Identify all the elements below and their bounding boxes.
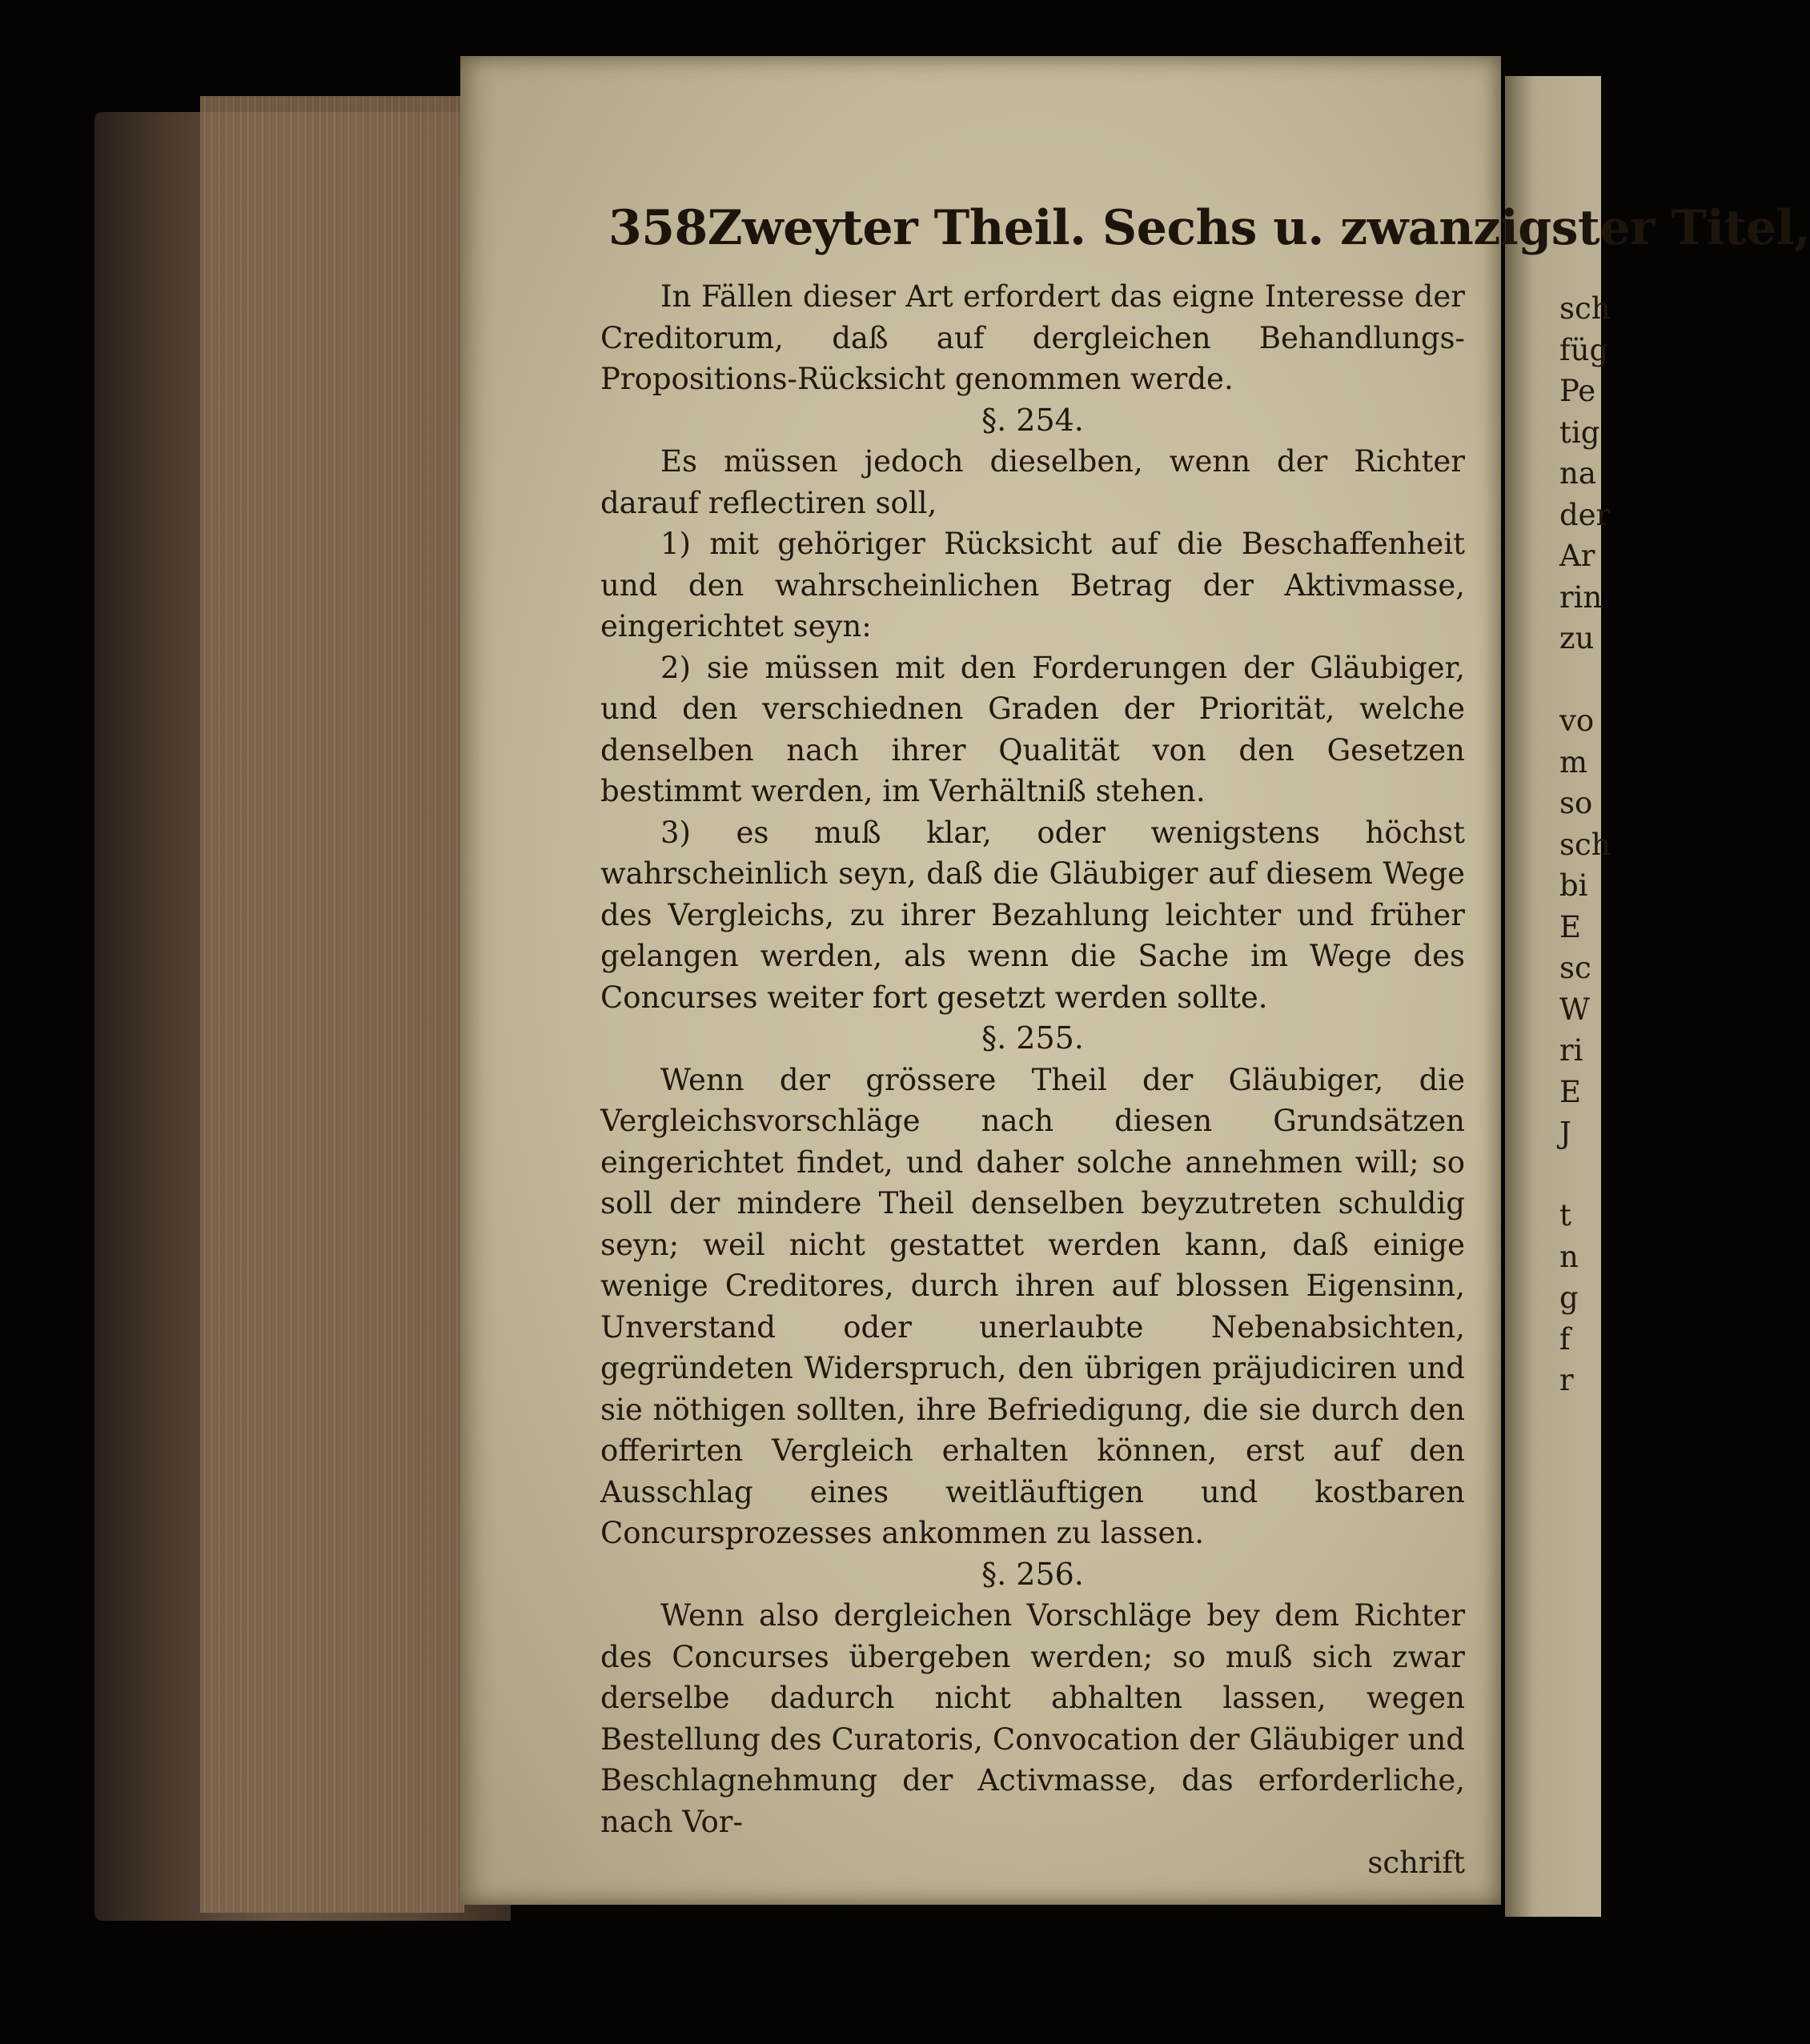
facing-page-fragment: vo: [1559, 703, 1595, 738]
list-item-3: 3) es muß klar, oder wenigstens höchst wahrscheinlich seyn, daß die Gläubiger auf diesem Wege des Vergleichs, zu ihrer Bezahlung leichter und früher gelangen werden, als wenn die Sache im Wege des Concurses weiter fort gesetzt werden sollte.: [600, 815, 1465, 1015]
facing-page-fragment: [1559, 659, 1601, 701]
paragraph-intro: In Fällen dieser Art erfordert das eigne Interesse der Creditorum, daß auf dergleichen Behandlungs-Propositions-Rücksicht genommen werde.: [600, 279, 1465, 396]
facing-page-fragment: rin: [1559, 579, 1603, 615]
paragraph-254: Es müssen jedoch dieselben, wenn der Richter darauf reflectiren soll,: [600, 444, 1465, 520]
facing-page-fragment: W: [1559, 992, 1591, 1027]
page-body: [600, 276, 1465, 1884]
catchword: schrift: [1367, 1846, 1465, 1880]
page-edges: [200, 96, 464, 1913]
section-heading-254: §. 254.: [981, 402, 1084, 438]
facing-page-fragment: [1559, 1154, 1601, 1196]
facing-page-fragment: sc: [1559, 951, 1591, 985]
facing-page-fragment: sch: [1559, 827, 1611, 862]
facing-page-fragment: J: [1559, 1116, 1571, 1150]
facing-page-fragment: bi: [1559, 868, 1588, 903]
facing-page-fragment: der: [1559, 497, 1611, 532]
facing-page-fragment: r: [1559, 1363, 1574, 1397]
running-title: Zweyter Theil. Sechs u. zwanzigster Titel,: [707, 200, 1810, 256]
facing-page-fragment: m: [1559, 744, 1588, 780]
page-number: 358: [608, 200, 708, 256]
facing-page-fragment: na: [1559, 456, 1596, 491]
facing-page-fragment: n: [1559, 1239, 1579, 1274]
facing-page-fragment: so: [1559, 786, 1593, 820]
facing-page-text-fragments: [1559, 288, 1611, 1401]
facing-page-fragment: g: [1559, 1281, 1579, 1315]
facing-page-fragment: t: [1559, 1198, 1571, 1232]
running-header: [608, 200, 1810, 256]
section-heading-255: §. 255.: [981, 1020, 1084, 1056]
facing-page-fragment: E: [1559, 909, 1582, 944]
paragraph-256: Wenn also dergleichen Vorschläge bey dem Richter des Concurses übergeben werden; so muß sich zwar derselbe dadurch nicht abhalten lassen, wegen Bestellung des Curatoris, Convocation der Gläubiger und Beschlagnehmung der Activmasse, das erforderliche, nach Vor-: [600, 1598, 1465, 1839]
facing-page-fragment: Ar: [1559, 539, 1595, 573]
facing-page-fragment: zu: [1559, 621, 1595, 655]
facing-page-fragment: Pe: [1559, 374, 1596, 408]
facing-page-fragment: tig: [1559, 415, 1600, 450]
list-item-1: 1) mit gehöriger Rücksicht auf die Beschaffenheit und den wahrscheinlichen Betrag der Aktivmasse, eingerichtet seyn:: [600, 527, 1465, 643]
facing-page-fragment: sch: [1559, 291, 1611, 326]
facing-page-fragment: füg: [1559, 332, 1609, 367]
list-item-2: 2) sie müssen mit den Forderungen der Gläubiger, und den verschiednen Graden der Priorität, welche denselben nach ihrer Qualität von den Gesetzen bestimmt werden, im Verhältniß stehen.: [600, 650, 1465, 808]
facing-page-fragment: E: [1559, 1074, 1582, 1109]
facing-page-fragment: f: [1559, 1321, 1571, 1357]
facing-page-fragment: ri: [1559, 1033, 1583, 1068]
section-heading-256: §. 256.: [981, 1556, 1084, 1592]
paragraph-255: Wenn der grössere Theil der Gläubiger, die Vergleichsvorschläge nach diesen Grundsätzen eingerichtet findet, und daher solche annehmen will; so soll der mindere Theil denselben beyzutreten schuldig seyn; weil nicht gestattet werden kann, daß einige wenige Creditores, durch ihren auf blossen Eigensinn, Unverstand oder unerlaubte Nebenabsichten, gegründeten Widerspruch, den übrigen präjudiciren und sie nöthigen sollten, ihre Befriedigung, die sie durch den offerirten Vergleich erhalten können, erst auf den Ausschlag eines weitläuftigen und kostbaren Concursprozesses ankommen zu lassen.: [600, 1062, 1465, 1550]
